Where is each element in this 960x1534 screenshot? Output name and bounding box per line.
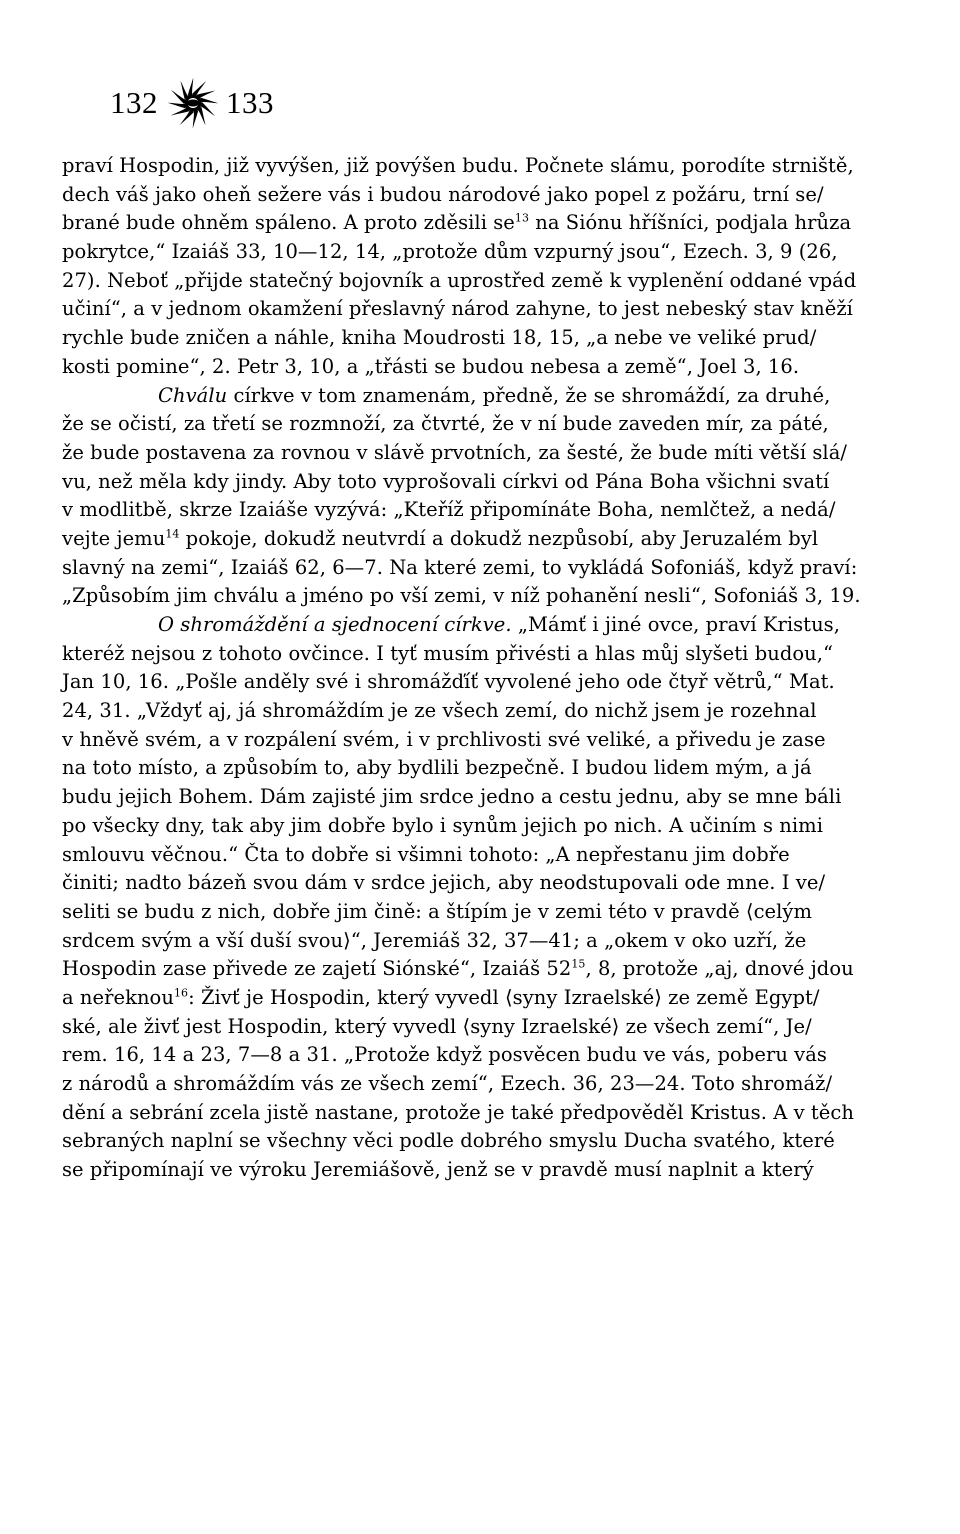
paragraph-first-line [62,611,912,640]
text-span: 24, 31. „Vždyť aj, já shromáždím je ze všech zemí, do nichž jsem je rozehnal [62,699,817,723]
text-line [62,1041,912,1070]
text-span: že se očistí, za třetí se rozmnoží, za čtvrté, že v ní bude zaveden mír, za páté, [62,412,829,436]
text-span: : Živť je Hospodin, který vyvedl ⟨syny Izraelské⟩ ze země Egypt/ [188,985,820,1009]
text-span: srdcem svým a vší duší svou⟩“, Jeremiáš 32, 37—41; a „okem v oko uzří, že [62,928,807,952]
text-line [62,181,912,210]
document-text [62,152,912,1185]
text-span: se připomínají ve výroku Jeremiášově, jenž se v pravdě musí naplnit a který [62,1158,814,1182]
page-number-right: 133 [226,85,274,120]
text-span: kteréž nejsou z tohoto ovčince. I tyť musím přivésti a hlas můj slyšeti budou,“ [62,641,834,665]
text-span: „Mámť i jiné ovce, praví Kristus, [511,613,840,636]
text-span: ské, ale živť jest Hospodin, který vyvedl ⟨syny Izraelské⟩ ze všech zemí“, Je/ [62,1014,812,1038]
text-span: Jan 10, 16. „Pošle anděly své i shromážďíť vyvolené jeho ode čtyř větrů,“ Mat. [62,670,835,694]
text-span: a neřeknou [62,985,174,1009]
text-span: pokoje, dokudž neutvrdí a dokudž nezpůsobí, aby Jeruzalém byl [179,526,819,550]
text-span: kosti pomine“, 2. Petr 3, 10, a „třásti se budou nebesa a země“, Joel 3, 16. [62,354,800,378]
text-line [62,295,912,324]
text-line [62,1156,912,1185]
page-number-left: 132 [110,85,158,120]
footnote-marker: 13 [514,211,529,225]
italic-heading: Chválu [158,383,228,407]
footnote-marker: 15 [571,957,586,971]
text-line [62,640,912,669]
footnote-marker: 14 [165,527,180,541]
paragraph-first-line [62,382,912,411]
text-line [62,984,912,1013]
text-span: učiní“, a v jednom okamžení přeslavný národ zahyne, to jest nebeský stav kněží [62,297,853,321]
text-line [62,1070,912,1099]
text-span: po všecky dny, tak aby jim dobře bylo i synům jejich po nich. A učiním s nimi [62,813,823,837]
text-span: sebraných naplní se všechny věci podle dobrého smyslu Ducha svatého, které [62,1129,835,1153]
text-span: v hněvě svém, a v rozpálení svém, i v prchlivosti své veliké, a přivedu je zase [62,727,826,751]
text-line [62,697,912,726]
text-span: dění a sebrání zcela jistě nastane, protože je také předpověděl Kristus. A v těch [62,1100,854,1124]
text-line [62,496,912,525]
text-line [62,353,912,382]
text-line [62,1127,912,1156]
text-span: 27). Neboť „přijde statečný bojovník a uprostřed země k vyplenění oddané vpád [62,268,857,292]
text-line [62,468,912,497]
text-line [62,554,912,583]
text-span: „Způsobím jim chválu a jméno po vší zemi, v níž pohanění nesli“, Sofoniáš 3, 19. [62,584,861,608]
text-span: , 8, protože „aj, dnové jdou [585,957,854,981]
text-line [62,955,912,984]
text-line [62,726,912,755]
text-line [62,439,912,468]
text-span: z národů a shromáždím vás ze všech zemí“, Ezech. 36, 23—24. Toto shromáž/ [62,1072,833,1095]
text-line [62,209,912,238]
text-span: na Siónu hříšníci, podjala hrůza [529,211,852,235]
text-line [62,898,912,927]
text-span: seliti se budu z nich, dobře jim čině: a štípím je v zemi této v pravdě ⟨celým [62,899,813,923]
text-line [62,812,912,841]
footnote-marker: 16 [173,986,189,1000]
text-span: dech váš jako oheň sežere vás i budou národové jako popel z požáru, trní se/ [62,182,824,206]
text-line [62,238,912,267]
text-span: vu, než měla kdy jindy. Aby toto vyprošovali církvi od Pána Boha všichni svatí [62,469,830,493]
text-span: na toto místo, a způsobím to, aby bydlili bezpečně. I budou lidem mým, a já [62,756,812,780]
text-line [62,324,912,353]
text-span: činiti; nadto bázeň svou dám v srdce jejich, aby neodstupovali ode mne. I ve/ [62,871,826,895]
text-line [62,1099,912,1128]
text-span: praví Hospodin, již vyvýšen, již povýšen budu. Počnete slámu, porodíte strniště, [62,154,854,177]
text-span: brané bude ohněm spáleno. A proto zděsili se [62,211,515,235]
text-line [62,582,912,611]
text-line [62,152,912,181]
italic-heading: O shromáždění a sjednocení církve. [158,613,512,636]
text-span: vejte jemu [62,526,166,550]
text-span: Hospodin zase přivede ze zajetí Siónské“, Izaiáš 52 [62,957,572,981]
text-span: v modlitbě, skrze Izaiáše vyzývá: „Kteříž připomínáte Boha, nemlčtež, a nedá/ [62,498,836,522]
text-span: smlouvu věčnou.“ Čta to dobře si všimni tohoto: „A nepřestanu jim dobře [62,842,790,866]
sun-vortex-emblem-icon [168,78,218,128]
text-line [62,927,912,956]
text-line [62,267,912,296]
text-span: pokrytce,“ Izaiáš 33, 10—12, 14, „protože dům vzpurný jsou“, Ezech. 3, 9 (26, [62,240,838,264]
text-line [62,410,912,439]
text-line [62,525,912,554]
text-line [62,754,912,783]
text-line [62,1013,912,1042]
text-span: církve v tom znamenám, předně, že se shromáždí, za druhé, [227,383,831,407]
text-line [62,869,912,898]
text-span: rychle bude zničen a náhle, kniha Moudrosti 18, 15, „a nebe ve veliké prud/ [62,326,817,350]
text-line [62,668,912,697]
text-span: slavný na zemi“, Izaiáš 62, 6—7. Na které zemi, to vykládá Sofoniáš, když praví: [62,555,858,579]
text-span: že bude postavena za rovnou v slávě prvotních, za šesté, že bude míti větší slá/ [62,440,848,464]
text-line [62,841,912,870]
text-span: budu jejich Bohem. Dám zajisté jim srdce jedno a cestu jednu, aby se mne báli [62,785,842,809]
text-line [62,783,912,812]
page-header [110,78,274,128]
text-span: rem. 16, 14 a 23, 7—8 a 31. „Protože když posvěcen budu ve vás, poberu vás [62,1043,827,1067]
